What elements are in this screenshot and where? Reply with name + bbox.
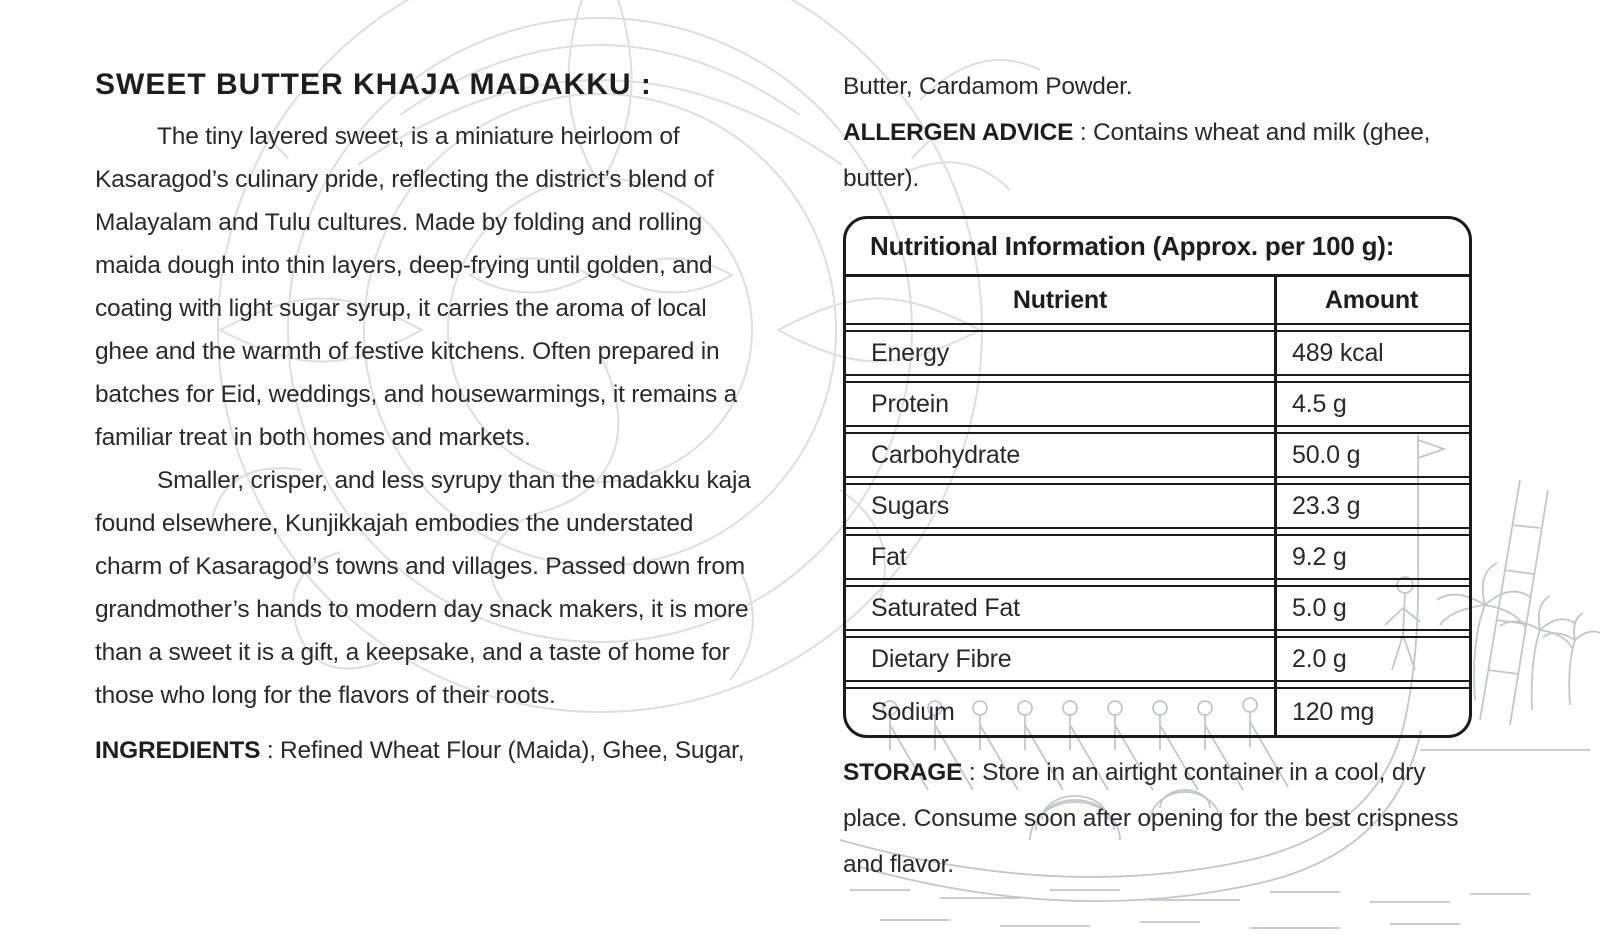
page-title: SWEET BUTTER KHAJA MADAKKU : [95, 68, 652, 101]
column-header-nutrient: Nutrient [1012, 285, 1108, 314]
right-column [843, 64, 1475, 888]
storage-label: STORAGE [843, 759, 963, 786]
nutrient-cell: Dietary Fibre [871, 644, 1012, 673]
ingredients-text: : Refined Wheat Flour (Maida), Ghee, Sugar, [260, 737, 745, 764]
nutrient-cell: Energy [871, 338, 950, 367]
amount-cell: 2.0 g [1292, 644, 1347, 673]
table-row [846, 636, 1469, 682]
storage-line [843, 750, 1475, 888]
table-column-divider [1274, 277, 1277, 735]
ingredients-line [95, 729, 759, 772]
ingredients-label: INGREDIENTS [95, 737, 261, 764]
amount-cell: 9.2 g [1292, 542, 1347, 571]
amount-cell: 120 mg [1292, 697, 1375, 726]
table-row [846, 534, 1469, 580]
nutrition-table-title: Nutritional Information (Approx. per 100 g): [846, 219, 1469, 277]
description-paragraph-2: Smaller, crisper, and less syrupy than the madakku kaja found elsewhere, Kunjikkajah embodies the understated charm of Kasaragod’s towns and villages. Passed down from grandmother’s hands to modern day snack makers, it is more than a sweet it is a gift, a keepsake, and a taste of home for those who long for the flavors of their roots. [95, 467, 751, 709]
amount-cell: 4.5 g [1292, 389, 1347, 418]
nutrient-cell: Saturated Fat [871, 593, 1020, 622]
nutrient-cell: Fat [871, 542, 907, 571]
table-row [846, 330, 1469, 376]
table-row [846, 483, 1469, 529]
description-paragraph-1: The tiny layered sweet, is a miniature heirloom of Kasaragod’s culinary pride, reflecting the district’s blend of Malayalam and Tulu cultures. Made by folding and rolling maida dough into thin layers, deep-frying until golden, and coating with light sugar syrup, it carries the aroma of local ghee and the warmth of festive kitchens. Often prepared in batches for Eid, weddings, and housewarmings, it remains a familiar treat in both homes and markets. [95, 123, 738, 451]
table-header-row [846, 277, 1469, 325]
amount-cell: 23.3 g [1292, 491, 1361, 520]
left-column [95, 68, 759, 772]
nutrient-cell: Protein [871, 389, 949, 418]
allergen-line [843, 110, 1475, 202]
allergen-label: ALLERGEN ADVICE [843, 119, 1074, 146]
table-row [846, 432, 1469, 478]
allergen-text: : Contains wheat and milk (ghee, butter). [843, 119, 1431, 192]
nutrient-cell: Sugars [871, 491, 950, 520]
nutrient-cell: Carbohydrate [871, 440, 1021, 469]
nutrition-table-rows [846, 277, 1469, 735]
table-row [846, 687, 1469, 735]
ingredients-continuation: Butter, Cardamom Powder. [843, 73, 1133, 100]
amount-cell: 50.0 g [1292, 440, 1361, 469]
column-header-amount: Amount [1324, 285, 1419, 314]
nutrient-cell: Sodium [871, 697, 955, 726]
table-row [846, 585, 1469, 631]
table-row [846, 381, 1469, 427]
storage-text: : Store in an airtight container in a cool, dry place. Consume soon after opening for the best crispness and flavor. [843, 759, 1459, 878]
nutrition-table [843, 216, 1472, 738]
amount-cell: 489 kcal [1292, 338, 1384, 367]
amount-cell: 5.0 g [1292, 593, 1347, 622]
